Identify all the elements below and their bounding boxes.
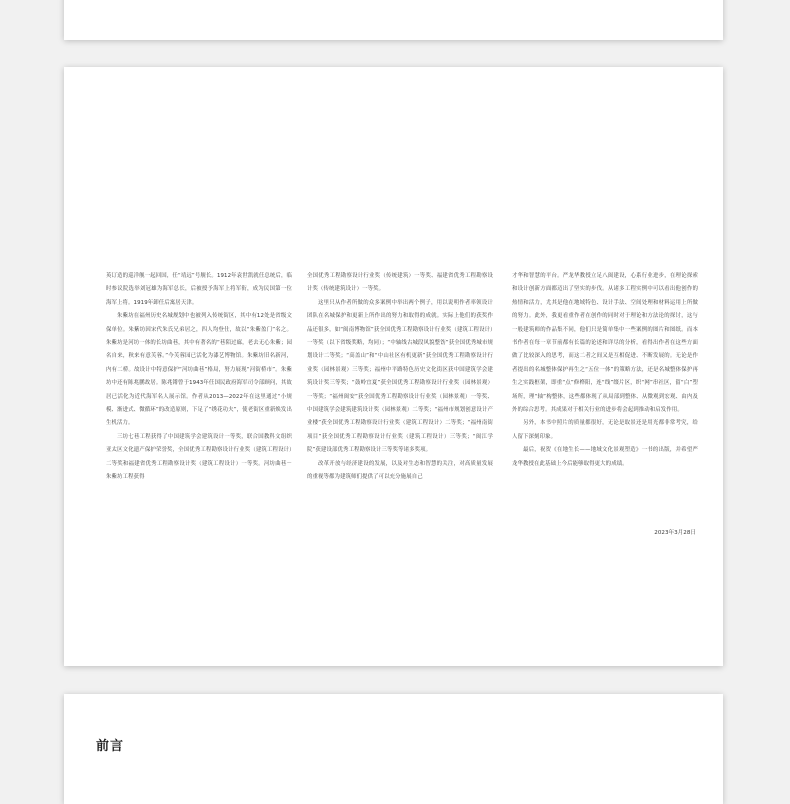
signature-date: 2023年3月28日 <box>654 530 696 536</box>
paragraph: 朱紫坊在福州历史名城规划中也被列入传统街区，其中有12处是省级文保单位。朱紫坊因宋代朱氏兄弟居之，四人均登仕，故以“朱紫盈门”名之。朱紫坊是河坊一体的长坊曲巷，其中有著名的“巷陌过廊，老去无心朱紫；园名自来，秋来有意芙蓉。”今芙蓉园已活化为漆艺博物馆。朱紫坊旧名新河，内有二桥。故设计中特意保护“河坊曲巷”格局，努力展现“河街桥市”。朱紫坊中还有陈兆鹏故居。陈兆锵曾于1943年任国民政府海军司令部顾问，其故居已活化为近代海军名人展示馆。作者从2013—2022年在这里通过“小规模、渐进式、微循环”的改造原则，下足了“绣花功夫”，使老街区重新焕发出生机活力。 <box>106 313 292 427</box>
next-page <box>64 694 723 804</box>
text-column-1 <box>106 270 292 485</box>
paragraph: 英订造的巡洋舰一起回国，任“靖远”号舰长。1912年袁世凯就任总统后，临时参议院选举刘冠雄为海军总长，后被授予海军上将军衔，成为民国第一位海军上将。1919年卸任后寓居天津。 <box>106 273 292 306</box>
paragraph: 全国优秀工程勘察设计行业奖（传统建筑）一等奖、福建省优秀工程勘察设计奖（传统建筑设计）一等奖。 <box>307 273 493 293</box>
paragraph: 这里只从作者所做的众多案例中举出两个例子，用以说明作者率领设计团队在名城保护和更新上所作出的努力和取得的成就。实际上他们的获奖作品还很多，如“闽南博物馆”获全国优秀工程勘察设计行业奖（建筑工程设计）一等奖（以下省级奖略，均同）；“中轴线古城段风貌整饬”获全国优秀城市规划设计二等奖；“高盖山”和“中山社区有机更新”获全国优秀工程勘察设计行业奖（园林景观）三等奖；福州中平路特色历史文化街区获中国建筑学会建筑设计奖三等奖；“鼓岭宜夏”获全国优秀工程勘察设计行业奖（园林景观）一等奖；“福州闽安”获全国优秀工程勘察设计行业奖（园林景观）一等奖、中国建筑学会建筑建筑设计奖（园林景观）二等奖；“福州市规划创意设计产业楼”获全国优秀工程勘察设计行业奖（建筑工程设计）二等奖；“福州南街项目”获全国优秀工程勘察设计行业奖（建筑工程设计）三等奖；“闽江学院”获建设部优秀工程勘察设计三等奖等诸多奖项。 <box>307 299 493 454</box>
text-column-3 <box>512 270 698 471</box>
paragraph: 另外，本书中照片的质量都很好，无论是取景还是用光都非常考究，给人留下深刻印象。 <box>512 420 698 440</box>
paragraph: 三坊七巷工程获得了中国建筑学会建筑设计一等奖，联合国教科文组织亚太区文化遗产保护荣誉奖，全国优秀工程勘察设计行业奖（建筑工程设计）二等奖和福建省优秀工程勘察设计奖（建筑工程设计）一等奖。河坊曲巷－朱紫坊工程获得 <box>106 433 292 481</box>
text-column-2 <box>307 270 493 485</box>
previous-page <box>64 0 723 40</box>
paragraph: 才华和智慧的平台。严龙华教授立足八闽建设，心系行业进步，在理论探索和设计创新方面都迈出了坚实的步伐。从诸多工程实例中可以看出他创作的热情和活力，尤其是他在地域特色、设计手法、空间处理和材料运用上所做的努力。此外，我更看重作者在创作的同时对于理论和方法论的探讨，这与一般建筑师的作品集不同，他们只是简单集中一些案例的图片和图纸。而本书作者在每一章节前都有长篇的论述和详尽的分析，看得出作者在这些方面做了比较深入的思考，而这二者之间又是互相促进、不断发展的。无论是作者提出的名城整体保护再生之“五位一体”的策略方法，还是名城整体保护再生之实践框架，即重“点”修榫阳，连“线”缀片区，织“网”串社区，留“白”塑场所，理“轴”构整体，这些都体现了从局部到整体、从微观到宏观、由内及外的综合思考。其成果对于相关行业的进步将会起到推动和启发作用。 <box>512 273 698 414</box>
page-heading: 前言 <box>96 739 125 754</box>
document-page <box>64 67 723 666</box>
paragraph: 改革开放与经济建设的发展，以及对生态和智慧的关注，对高质量发展的重视等都为建筑师们提供了可以充分施展自己 <box>307 460 493 481</box>
paragraph: 最后，祝贺《在地生长——地域文化景观塑造》一书的出版，并希望严龙华教授在此基础上今后能够取得更大的成绩。 <box>512 447 698 467</box>
